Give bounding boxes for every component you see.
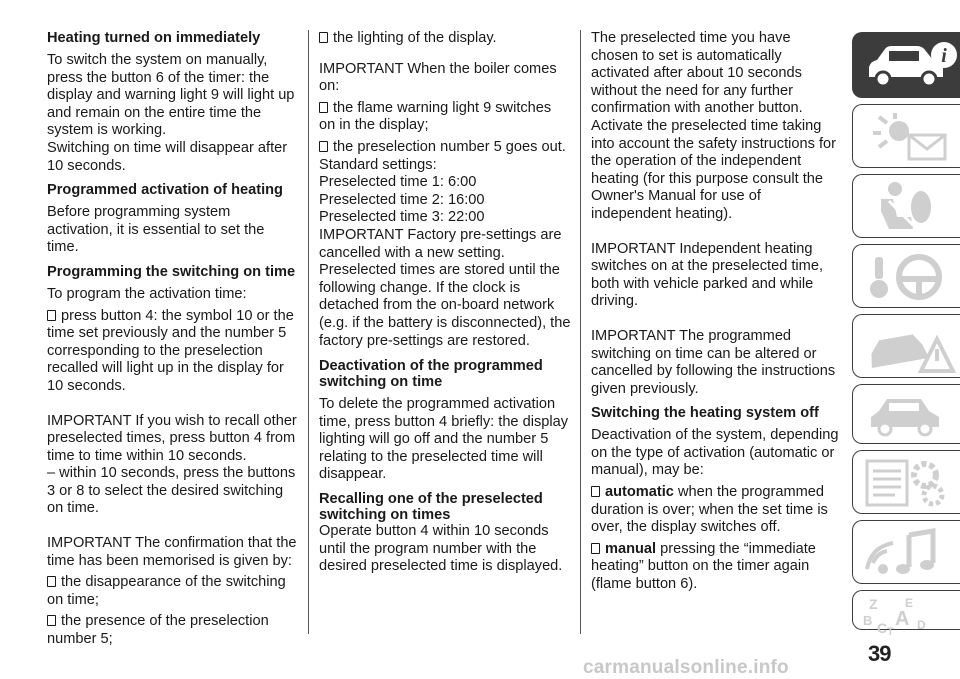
index-letter: T [887,626,894,635]
tab-multimedia[interactable] [852,520,960,584]
text: the lighting of the display. [333,30,497,46]
text: pressing the “immediate heating” button on the timer again (flame button 6). [591,540,816,593]
text: Standard settings: [319,156,437,173]
paragraph: Before programming system activation, it is essential to set the time. [47,204,265,256]
text: the presence of the preselection number 5; [47,613,269,648]
paragraph [47,52,299,175]
lights-warning-icon [859,109,959,165]
text: The preselected time you have chosen to set is automatically activated after about 10 seconds without the need for any further confirmation with another button. [591,30,803,117]
index-letter: C [877,620,888,635]
text: the flame warning light 9 switches on in the display; [319,99,552,134]
page-number: 39 [868,641,891,666]
watermark: carmanualsonline.info [583,657,789,678]
paragraph: IMPORTANT When the boiler comes on: [319,60,557,95]
text: IMPORTANT Factory pre-settings are cancelled with a new setting. [319,226,562,261]
bullet-item [591,541,841,594]
bullet-item [319,100,571,135]
tab-breakdown[interactable] [852,314,960,378]
column-divider [580,30,581,634]
tab-car-info[interactable] [852,32,960,98]
car-info-icon [859,37,959,95]
text: Activate the preselected time taking into account the safety instructions for the operation of the independent heating (for this purpose consult the Owner's Manual for use of independent heating). [591,117,836,222]
text: IMPORTANT If you wish to recall other preselected times, press button 4 from time to time within 10 seconds. [47,412,297,464]
specifications-gear-icon [859,455,959,511]
bullet-icon [319,102,328,113]
paragraph: Deactivation of the system, depending on the type of activation (automatic or manual), may be: [591,427,839,479]
heading-switching-off: Switching the heating system off [591,405,819,422]
paragraph: IMPORTANT The programmed switching on time can be altered or cancelled by following the instructions given previously. [591,327,836,397]
index-letter: E [905,596,914,610]
bullet-item [47,574,299,609]
text: – within 10 seconds, press the buttons 3 or 8 to select the desired switching on time. [47,465,296,517]
text: the disappearance of the switching on time; [47,574,286,608]
bullet-item [591,484,841,537]
bullet-icon [47,310,56,321]
bullet-icon [319,141,328,152]
heading-recalling-preselected: Recalling one of the preselected switching on times [319,491,543,524]
bullet-icon [47,576,56,587]
index-letter: D [917,618,926,632]
bullet-item [47,308,299,396]
heading-programming-switching-on: Programming the switching on time [47,263,296,280]
standard-settings [319,157,571,351]
index-letters-icon [859,595,959,635]
bullet-item [47,613,299,648]
paragraph [591,30,841,224]
bullet-icon [591,486,600,497]
multimedia-icon [859,525,959,581]
text: To switch the system on manually, press the button 6 of the timer: the display and warning light 9 will light up and remain on the entire time the system is working. [47,52,295,139]
setting-item: Preselected time 3: 22:00 [319,209,485,226]
text: Switching on time will disappear after 10 seconds. [47,139,288,174]
paragraph: IMPORTANT The confirmation that the time has been memorised is given by: [47,535,297,569]
tab-specifications[interactable] [852,450,960,514]
text: Preselected times are stored until the following change. If the clock is detached from the on-board network (e.g. if the battery is disconnected), the factory pre-settings are restored. [319,262,571,349]
index-letter: B [863,613,873,628]
text: press button 4: the symbol 10 or the time set previously and the number 5 corresponding to the preselection recalled will light up in the display for 10 seconds. [47,307,294,394]
tab-index[interactable] [852,590,960,635]
paragraph: Operate button 4 within 10 seconds until the program number with the desired preselected time is displayed. [319,523,563,575]
heading-programmed-activation: Programmed activation of heating [47,182,283,199]
bullet-icon [591,543,600,554]
paragraph: IMPORTANT Independent heating switches on at the preselected time, both with vehicle parked and while driving. [591,240,823,310]
breakdown-warning-icon [859,319,959,375]
steering-wheel-key-icon [859,249,959,305]
bullet-icon [319,32,328,43]
tab-steering-key[interactable] [852,244,960,308]
index-letter: A [895,608,910,630]
column-divider [308,30,309,634]
index-letter: Z [869,596,878,612]
column-1 [47,30,299,656]
paragraph [47,413,299,519]
svg-text:i: i [941,45,947,67]
tab-lights-warning[interactable] [852,104,960,168]
heading-heating-immediately: Heating turned on immediately [47,30,261,46]
bullet-item [319,139,571,157]
seat-airbag-icon [859,179,959,235]
heading-deactivation-programmed: Deactivation of the programmed switching on time [319,358,543,391]
tab-car-service[interactable] [852,384,960,444]
paragraph: To program the activation time: [47,285,247,302]
bullet-item [319,30,571,48]
tab-seat-airbag[interactable] [852,174,960,238]
column-3 [591,30,841,601]
car-service-icon [859,389,959,441]
column-2 [319,30,571,583]
text: the preselection number 5 goes out. [333,138,566,155]
text: automatic [605,484,674,501]
paragraph: To delete the programmed activation time, press button 4 briefly: the display lighting will go off and the number 5 relating to the preselected time will disappear. [319,396,569,483]
text: manual [605,540,657,557]
text: when the programmed duration is over; when the set time is over, the display switches off. [591,484,828,536]
setting-item: Preselected time 1: 6:00 [319,174,477,191]
setting-item: Preselected time 2: 16:00 [319,191,485,208]
bullet-icon [47,615,56,626]
